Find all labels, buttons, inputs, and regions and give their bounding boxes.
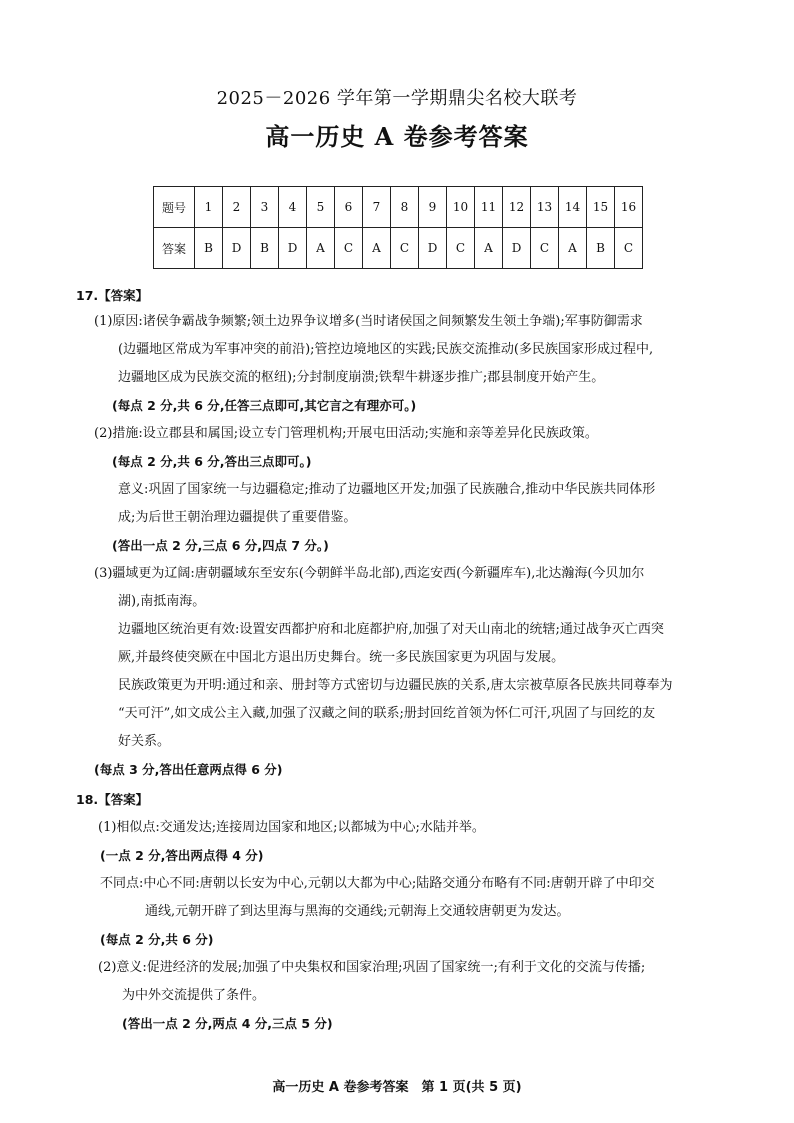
question-number-cell: 3	[251, 187, 279, 228]
q18-part1-score1: (一点 2 分,答出两点得 4 分)	[100, 848, 264, 863]
answer-cell: D	[279, 228, 307, 269]
q17-part1-score: (每点 2 分,共 6 分,任答三点即可,其它言之有理亦可。)	[112, 398, 417, 413]
answer-cell: C	[335, 228, 363, 269]
q17-part1-line3: 边疆地区成为民族交流的枢纽);分封制度崩溃;铁犁牛耕逐步推广;郡县制度开始产生。	[118, 370, 605, 385]
answer-cell: D	[419, 228, 447, 269]
answer-cell: C	[447, 228, 475, 269]
q18-part1-line1: (1)相似点:交通发达;连接周边国家和地区;以都城为中心;水陆并举。	[98, 820, 485, 835]
q17-part3-line6: “天可汗”,如文成公主入藏,加强了汉藏之间的联系;册封回纥首领为怀仁可汗,巩固了与回纥的友	[118, 706, 656, 721]
answer-cell: A	[307, 228, 335, 269]
q17-part2-line1: (2)措施:设立郡县和属国;设立专门管理机构;开展屯田活动;实施和亲等差异化民族政策。	[94, 426, 598, 441]
exam-title: 2025－2026 学年第一学期鼎尖名校大联考	[216, 88, 578, 109]
question-number-cell: 14	[559, 187, 587, 228]
answer-cell: A	[475, 228, 503, 269]
answer-cell: B	[195, 228, 223, 269]
page-footer: 高一历史 A 卷参考答案 第 1 页(共 5 页)	[272, 1080, 522, 1095]
q18-heading: 18.【答案】	[76, 792, 149, 807]
q18-part2-line1: (2)意义:促进经济的发展;加强了中央集权和国家治理;巩固了国家统一;有利于文化的交流与传播;	[98, 960, 646, 975]
q17-heading: 17.【答案】	[76, 288, 149, 303]
question-number-cell: 15	[587, 187, 615, 228]
answer-cell: C	[615, 228, 643, 269]
q17-part2-line3: 成;为后世王朝治理边疆提供了重要借鉴。	[118, 510, 357, 525]
answer-cell: A	[559, 228, 587, 269]
q17-part2-line2: 意义:巩固了国家统一与边疆稳定;推动了边疆地区开发;加强了民族融合,推动中华民族共同体形	[118, 482, 656, 497]
q17-part2-score1: (每点 2 分,共 6 分,答出三点即可。)	[112, 454, 312, 469]
answer-cell: B	[587, 228, 615, 269]
question-number-cell: 4	[279, 187, 307, 228]
question-number-cell: 2	[223, 187, 251, 228]
q17-part3-line7: 好关系。	[118, 734, 171, 749]
question-number-cell: 12	[503, 187, 531, 228]
q17-part3-line2: 湖),南抵南海。	[118, 594, 206, 609]
q18-part2-score: (答出一点 2 分,两点 4 分,三点 5 分)	[122, 1016, 333, 1031]
answer-cell: C	[391, 228, 419, 269]
question-number-row	[154, 187, 643, 228]
q17-part3-line5: 民族政策更为开明:通过和亲、册封等方式密切与边疆民族的关系,唐太宗被草原各民族共同尊奉为	[118, 678, 673, 693]
answer-table	[153, 186, 643, 269]
answer-cell: D	[223, 228, 251, 269]
q17-part2-score2: (答出一点 2 分,三点 6 分,四点 7 分。)	[112, 538, 329, 553]
q17-part1-line2: (边疆地区常成为军事冲突的前沿);管控边境地区的实践;民族交流推动(多民族国家形成过程中,	[118, 342, 654, 357]
question-number-cell: 11	[475, 187, 503, 228]
q18-part1-line2: 不同点:中心不同:唐朝以长安为中心,元朝以大都为中心;陆路交通分布略有不同:唐朝开辟了中印交	[100, 876, 655, 891]
question-number-cell: 1	[195, 187, 223, 228]
answer-cell: A	[363, 228, 391, 269]
answer-key-title: 高一历史 A 卷参考答案	[265, 122, 529, 151]
q17-part3-line3: 边疆地区统治更有效:设置安西都护府和北庭都护府,加强了对天山南北的统辖;通过战争灭亡西突	[118, 622, 664, 637]
question-number-cell: 9	[419, 187, 447, 228]
q17-part3-line1: (3)疆域更为辽阔:唐朝疆域东至安东(今朝鲜半岛北部),西迄安西(今新疆库车),北达瀚海(今贝加尔	[94, 566, 645, 581]
q18-part1-line3: 通线,元朝开辟了到达里海与黑海的交通线;元朝海上交通较唐朝更为发达。	[145, 904, 570, 919]
question-number-cell: 5	[307, 187, 335, 228]
q18-part1-score2: (每点 2 分,共 6 分)	[100, 932, 214, 947]
answer-cell: D	[503, 228, 531, 269]
row-label-answer: 答案	[154, 228, 195, 269]
answer-cell: B	[251, 228, 279, 269]
q17-part3-line4: 厥,并最终使突厥在中国北方退出历史舞台。统一多民族国家更为巩固与发展。	[118, 650, 565, 665]
question-number-cell: 10	[447, 187, 475, 228]
question-number-cell: 16	[615, 187, 643, 228]
q18-part2-line2: 为中外交流提供了条件。	[122, 988, 266, 1003]
question-number-cell: 13	[531, 187, 559, 228]
answer-cell: C	[531, 228, 559, 269]
question-number-cell: 7	[363, 187, 391, 228]
q17-part1-line1: (1)原因:诸侯争霸战争频繁;领土边界争议增多(当时诸侯国之间频繁发生领土争端);军事防御需求	[94, 314, 643, 329]
question-number-cell: 8	[391, 187, 419, 228]
question-number-cell: 6	[335, 187, 363, 228]
q17-part3-score: (每点 3 分,答出任意两点得 6 分)	[94, 762, 283, 777]
row-label-question: 题号	[154, 187, 195, 228]
answer-row	[154, 228, 643, 269]
